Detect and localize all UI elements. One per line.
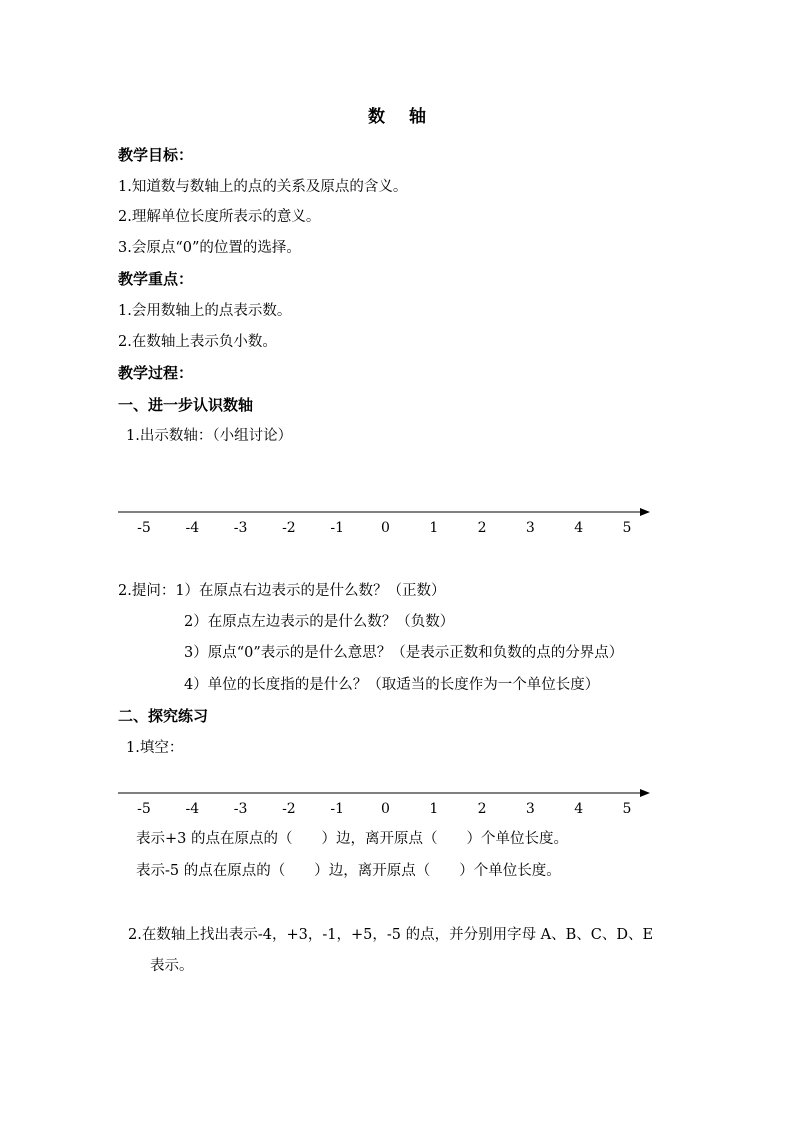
tick-label: -3 [233, 801, 248, 817]
arrow-head [640, 789, 650, 797]
question-line: 2.提问：1）在原点右边表示的是什么数？（正数） [118, 583, 446, 599]
tick-label: -1 [330, 520, 345, 536]
number-line-2 [118, 783, 658, 817]
part1-item1: 1.出示数轴：（小组讨论） [126, 428, 293, 444]
question-line: 2）在原点左边表示的是什么数？（负数） [184, 614, 455, 630]
tick-label: 4 [574, 520, 584, 536]
key-item: 2.在数轴上表示负小数。 [118, 334, 277, 350]
tick-label: 2 [477, 520, 487, 536]
tick-label: -4 [185, 520, 200, 536]
tick-label: -5 [137, 801, 151, 817]
goal-item: 1.知道数与数轴上的点的关系及原点的含义。 [118, 179, 408, 195]
tick-label: 3 [525, 801, 535, 817]
number-line-2-axis [118, 783, 658, 803]
tick-label: 1 [429, 520, 439, 536]
part1-heading: 一、进一步认识数轴 [118, 396, 254, 414]
question-line: 3）原点“0”表示的是什么意思？（是表示正数和负数的点的分界点） [184, 645, 624, 661]
goals-heading: 教学目标： [118, 146, 194, 164]
fill-label: 1.填空： [126, 740, 184, 756]
process-heading: 教学过程： [118, 364, 194, 382]
task2-line: 2.在数轴上找出表示-4，+3，-1，+5，-5 的点，并分别用字母 A、B、C、D、E [128, 927, 654, 943]
goal-item: 2.理解单位长度所表示的意义。 [118, 209, 321, 225]
fill-line: 表示-5 的点在原点的（ ）边，离开原点（ ）个单位长度。 [136, 863, 561, 879]
tick-label: -3 [233, 520, 248, 536]
tick-label: 3 [525, 520, 535, 536]
task2-line: 表示。 [150, 958, 194, 974]
fill-line: 表示+3 的点在原点的（ ）边，离开原点（ ）个单位长度。 [136, 831, 568, 847]
tick-label: 1 [429, 801, 439, 817]
tick-label: -4 [185, 801, 200, 817]
tick-label: 5 [622, 520, 632, 536]
page-title [368, 108, 426, 126]
tick-label: -2 [282, 520, 296, 536]
part2-heading: 二、探究练习 [118, 707, 209, 725]
key-heading: 教学重点： [118, 270, 194, 288]
title-char-1: 数 [368, 107, 385, 127]
tick-label: 0 [381, 520, 390, 536]
number-line-1 [118, 502, 658, 536]
question-line: 4）单位的长度指的是什么？（取适当的长度作为一个单位长度） [184, 677, 600, 693]
tick-label: -2 [282, 801, 296, 817]
tick-label: 5 [622, 801, 632, 817]
tick-label: -1 [330, 801, 345, 817]
goal-item: 3.会原点“0”的位置的选择。 [118, 240, 301, 256]
arrow-head [640, 508, 650, 516]
number-line-1-axis [118, 502, 658, 522]
title-char-2: 轴 [409, 107, 426, 127]
tick-label: 0 [381, 801, 390, 817]
key-item: 1.会用数轴上的点表示数。 [118, 303, 292, 319]
tick-label: 4 [574, 801, 584, 817]
tick-label: -5 [137, 520, 151, 536]
tick-label: 2 [477, 801, 487, 817]
